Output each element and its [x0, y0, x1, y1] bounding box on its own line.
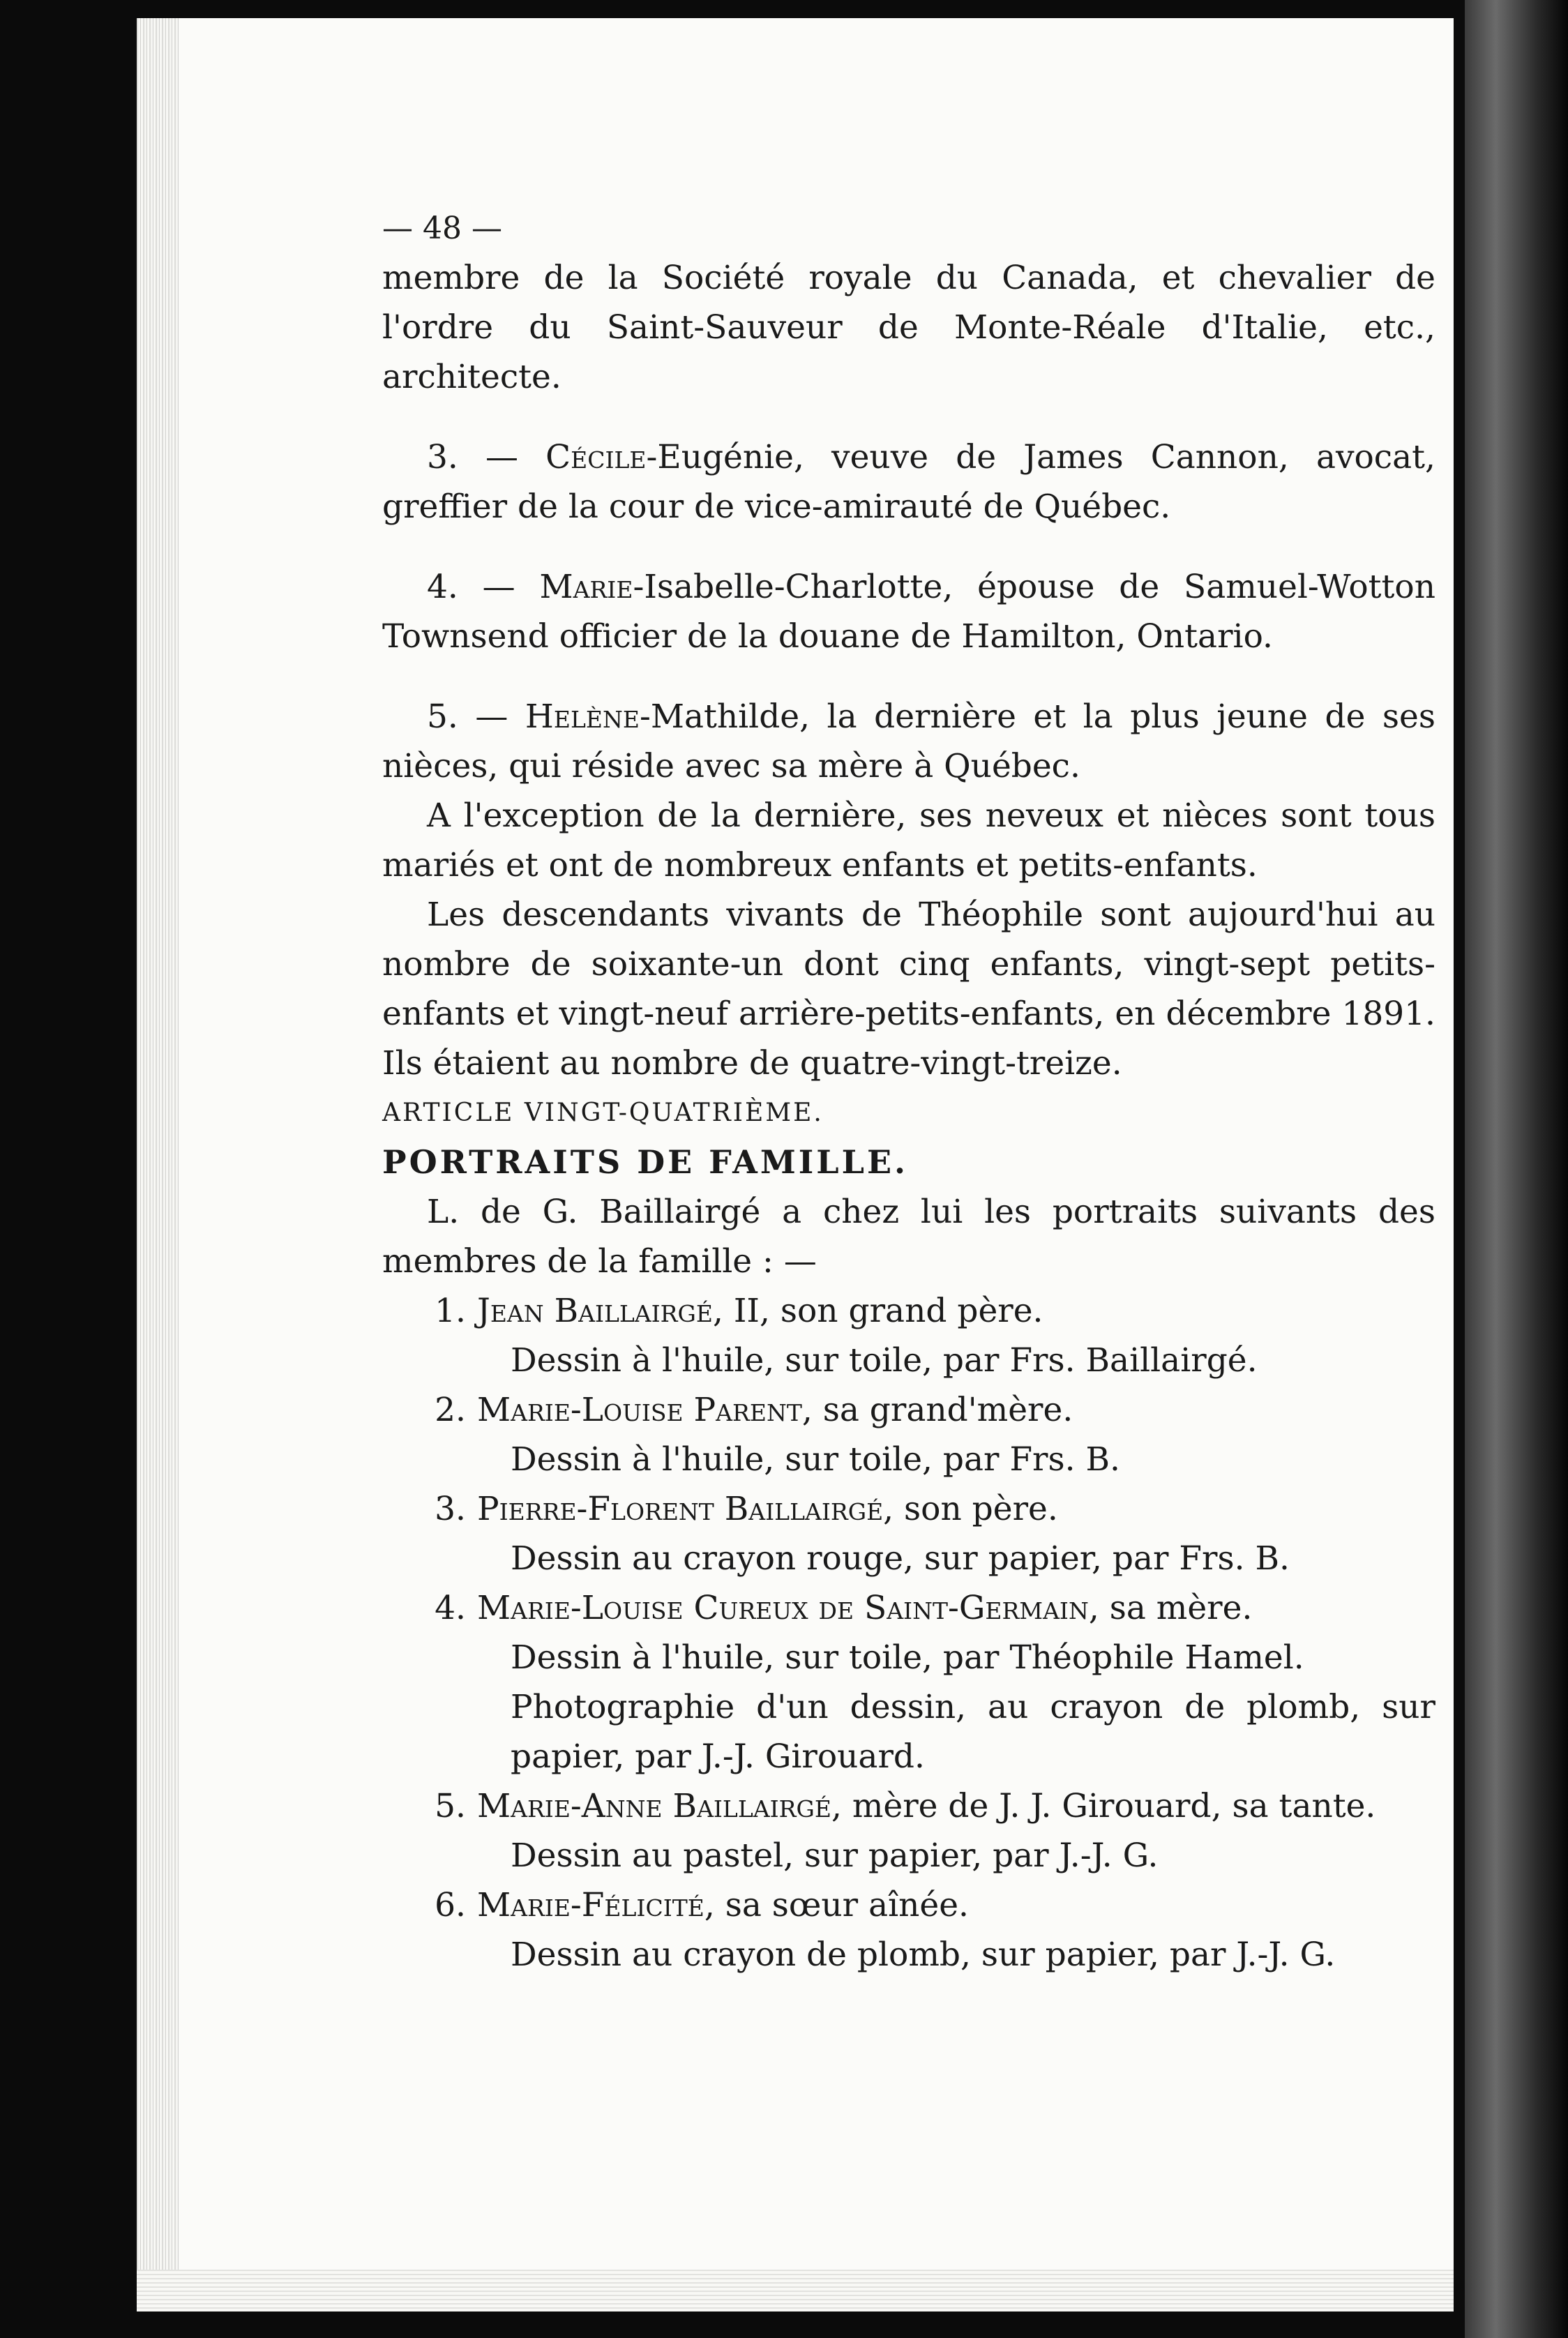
portrait-relation: , sa grand'mère.	[801, 1391, 1073, 1429]
portrait-name: Jean Baillairgé	[477, 1292, 713, 1330]
portrait-number: 4.	[435, 1589, 466, 1627]
portrait-detail: Dessin à l'huile, sur toile, par Théophile Hamel.	[511, 1638, 1304, 1677]
portrait-relation: , son père.	[883, 1490, 1058, 1528]
portrait-number: 5.	[435, 1787, 466, 1825]
portrait-detail: Dessin au crayon rouge, sur papier, par Frs. B.	[511, 1539, 1290, 1578]
child-number: 3. —	[427, 438, 518, 476]
portrait-number: 1.	[435, 1292, 466, 1330]
portrait-relation: , sa sœur aînée.	[704, 1886, 969, 1924]
portrait-list	[382, 1286, 1435, 1979]
book-binding-shadow	[1465, 0, 1568, 2338]
portrait-name: Pierre-Florent Baillairgé	[477, 1490, 884, 1528]
portrait-detail: Dessin à l'huile, sur toile, par Frs. Baillairgé.	[511, 1341, 1258, 1380]
portrait-relation: , II, son grand père.	[712, 1292, 1043, 1330]
portrait-name: Marie-Anne Baillairgé	[477, 1787, 831, 1825]
portrait-detail: Dessin au pastel, sur papier, par J.-J. G.	[511, 1837, 1159, 1875]
portrait-relation: , mère de J. J. Girouard, sa tante.	[831, 1787, 1376, 1825]
child-number: 5. —	[427, 697, 508, 736]
child-entry-3	[382, 432, 1435, 531]
section-title: PORTRAITS DE FAMILLE.	[382, 1143, 909, 1181]
paragraph-exception: A l'exception de la dernière, ses neveux et nièces sont tous mariés et ont de nombreux enfants et petits-enfants.	[382, 797, 1435, 884]
portrait-item	[382, 1781, 1435, 1831]
page-edge-left	[137, 18, 179, 2311]
child-entry-5	[382, 692, 1435, 791]
child-name: Helène	[525, 697, 640, 736]
portrait-name: Marie-Louise Parent	[477, 1391, 802, 1429]
portrait-item	[382, 1385, 1435, 1435]
portrait-name: Marie-Félicité	[477, 1886, 704, 1924]
portrait-item	[382, 1484, 1435, 1534]
page-text	[382, 204, 1435, 1979]
child-description: -Isabelle-Charlotte, épouse de Samuel-Wotton Townsend officier de la douane de Hamilton, Ontario.	[382, 568, 1435, 656]
portrait-detail: Photographie d'un dessin, au crayon de plomb, sur papier, par J.-J. Girouard.	[511, 1688, 1435, 1776]
portrait-name: Marie-Louise Cureux de Saint-Germain	[477, 1589, 1089, 1627]
portrait-item	[382, 1286, 1435, 1336]
portrait-item	[382, 1880, 1435, 1930]
section-intro: L. de G. Baillairgé a chez lui les portraits suivants des membres de la famille : —	[382, 1193, 1435, 1281]
article-heading: ARTICLE VINGT-QUATRIÈME.	[382, 1099, 824, 1127]
portrait-item	[382, 1583, 1435, 1633]
portrait-number: 6.	[435, 1886, 466, 1924]
child-number: 4. —	[427, 568, 515, 606]
intro-paragraph: membre de la Société royale du Canada, et chevalier de l'ordre du Saint-Sauveur de Monte-Réale d'Italie, etc., architecte.	[382, 259, 1435, 396]
child-entry-4	[382, 562, 1435, 661]
portrait-number: 3.	[435, 1490, 466, 1528]
child-name: Marie	[539, 568, 633, 606]
page-edge-bottom	[137, 2270, 1454, 2311]
portrait-detail: Dessin à l'huile, sur toile, par Frs. B.	[511, 1440, 1120, 1479]
portrait-detail: Dessin au crayon de plomb, sur papier, par J.-J. G.	[511, 1936, 1336, 1974]
portrait-number: 2.	[435, 1391, 466, 1429]
child-name: Cécile	[545, 438, 647, 476]
child-description: -Eugénie, veuve de James Cannon, avocat, greffier de la cour de vice-amirauté de Québec.	[382, 438, 1435, 526]
paragraph-descendants: Les descendants vivants de Théophile sont aujourd'hui au nombre de soixante-un dont cinq enfants, vingt-sept petits-enfants et vingt-neuf arrière-petits-enfants, en décembre 1891. Ils étaient au nombre de quatre-vingt-treize.	[382, 896, 1435, 1083]
page-number: — 48 —	[382, 211, 502, 246]
child-description: -Mathilde, la dernière et la plus jeune de ses nièces, qui réside avec sa mère à Québec.	[382, 697, 1435, 785]
portrait-relation: , sa mère.	[1088, 1589, 1253, 1627]
